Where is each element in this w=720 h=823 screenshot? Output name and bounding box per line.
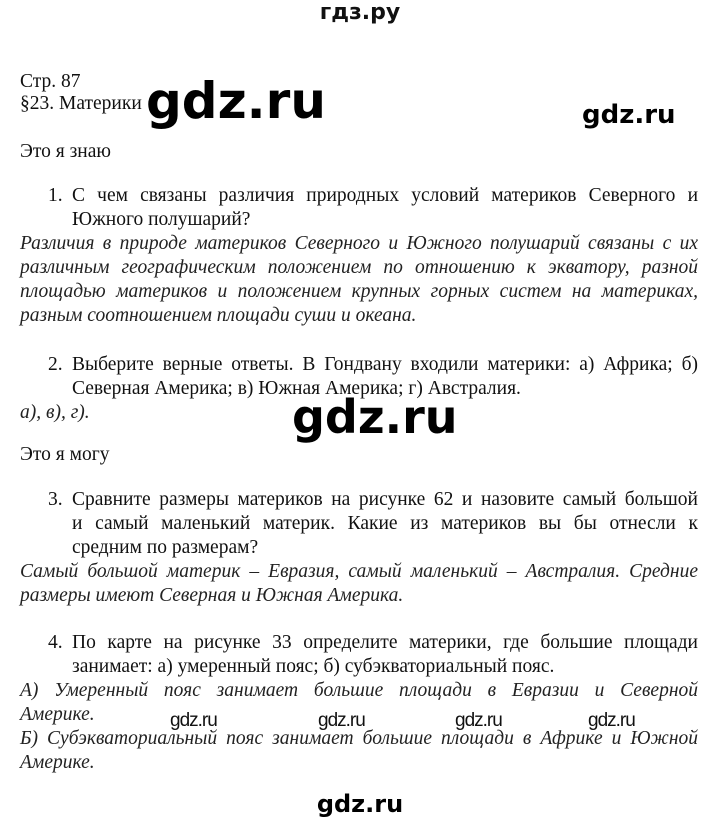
answer-line: Самый большой материк – Евразия, самый маленький – Австралия. Средние: [20, 561, 698, 582]
question-number: 1.: [48, 185, 63, 206]
subheading-know: Это я знаю: [20, 141, 111, 162]
answer-line: разным соотношением площади суши и океана.: [20, 305, 417, 326]
question-line: средним по размерам?: [72, 537, 259, 558]
watermark-small: gdz.ru: [318, 710, 365, 731]
watermark-right: gdz.ru: [582, 100, 676, 130]
answer-line: Различия в природе материков Северного и Южного полушарий связаны с их: [20, 233, 698, 254]
question-line: Выберите верные ответы. В Гондвану входили материки: а) Африка; б): [72, 354, 698, 375]
answer-line: Америке.: [20, 704, 95, 725]
question-line: По карте на рисунке 33 определите материки, где большие площади: [72, 632, 698, 653]
answer-line: площадью материков и положением крупных горных систем на материках,: [20, 281, 698, 302]
question-number: 2.: [48, 354, 63, 375]
answer-line: а), в), г).: [20, 402, 90, 423]
question-line: Южного полушарий?: [72, 209, 251, 230]
question-number: 3.: [48, 489, 63, 510]
watermark-small: gdz.ru: [588, 710, 635, 731]
question-text: [72, 631, 698, 679]
section-title: §23. Материки: [20, 93, 142, 114]
answer-line: Америке.: [20, 752, 95, 773]
watermark-small: gdz.ru: [455, 710, 502, 731]
answer-line: размеры имеют Северная и Южная Америка.: [20, 585, 404, 606]
question-line: занимает: а) умеренный пояс; б) субэкваториальный пояс.: [72, 656, 555, 677]
question-number: 4.: [48, 632, 63, 653]
watermark-large: gdz.ru: [146, 72, 326, 130]
answer-line: Б) Субэкваториальный пояс занимает большие площади в Африке и Южной: [20, 728, 698, 749]
page-reference: Стр. 87: [20, 71, 81, 92]
question-text: [72, 184, 698, 232]
answer-line: А) Умеренный пояс занимает большие площади в Евразии и Северной: [20, 680, 698, 701]
watermark-middle: gdz.ru: [292, 390, 458, 444]
watermark-bottom: gdz.ru: [316, 790, 404, 818]
question-text: [72, 488, 698, 560]
answer-line: различным географическим положением по отношению к экватору, разной: [20, 257, 698, 278]
watermark-small: gdz.ru: [170, 710, 217, 731]
site-title: гдз.ру: [319, 0, 401, 25]
question-line: и самый маленький материк. Какие из материков вы бы отнесли к: [72, 513, 698, 534]
question-line: Сравните размеры материков на рисунке 62 и назовите самый большой: [72, 489, 698, 510]
subheading-can: Это я могу: [20, 444, 110, 465]
question-line: Северная Америка; в) Южная Америка; г) Австралия.: [72, 378, 521, 399]
answer-text: [20, 560, 698, 608]
answer-text: [20, 232, 698, 328]
question-line: С чем связаны различия природных условий материков Северного и: [72, 185, 698, 206]
